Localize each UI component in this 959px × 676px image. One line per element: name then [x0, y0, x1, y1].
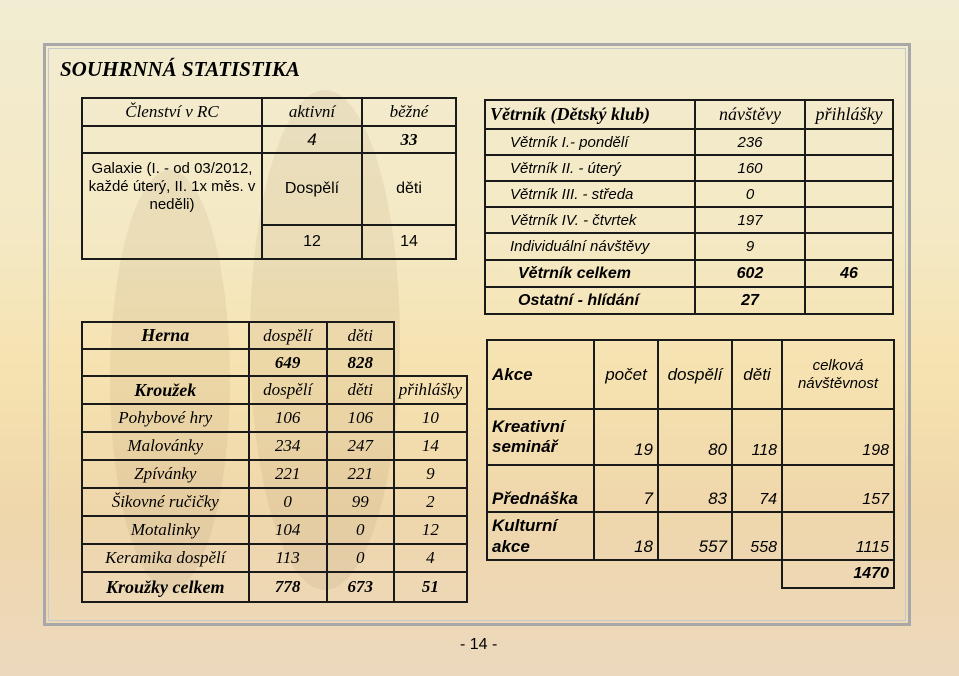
empty-cell	[658, 560, 732, 588]
vetrnik-row-label: Individuální návštěvy	[485, 233, 695, 260]
krouzek-row-registrations: 2	[394, 488, 467, 516]
galaxie-label: Galaxie (I. - od 03/2012, každé úterý, II. 1x měs. v neděli)	[82, 153, 262, 259]
krouzek-row-children: 0	[327, 516, 394, 544]
vetrnik-row-label: Větrník IV. - čtvrtek	[485, 207, 695, 233]
empty-cell	[732, 560, 782, 588]
krouzek-total-label: Kroužky celkem	[82, 572, 249, 602]
akce-row-count: 18	[594, 512, 658, 560]
krouzek-row-label: Keramika dospělí	[82, 544, 249, 572]
empty-cell	[487, 560, 594, 588]
membership-table	[81, 97, 457, 260]
herna-adults-value: 649	[249, 349, 327, 376]
akce-children-header: děti	[732, 340, 782, 409]
krouzek-row-registrations: 9	[394, 460, 467, 488]
krouzek-row-adults: 234	[249, 432, 327, 460]
vetrnik-table	[484, 99, 894, 315]
krouzek-registrations-header: přihlášky	[394, 376, 467, 404]
galaxie-children-header: děti	[362, 153, 456, 225]
herna-adults-header: dospělí	[249, 322, 327, 349]
krouzek-row-label: Šikovné ručičky	[82, 488, 249, 516]
krouzek-row-children: 106	[327, 404, 394, 432]
vetrnik-row-visits: 0	[695, 181, 805, 207]
krouzek-row-children: 221	[327, 460, 394, 488]
vetrnik-row-visits: 236	[695, 129, 805, 155]
krouzek-row-registrations: 14	[394, 432, 467, 460]
membership-active-header: aktivní	[262, 98, 362, 126]
galaxie-adults-header: Dospělí	[262, 153, 362, 225]
vetrnik-row-registrations	[805, 155, 893, 181]
vetrnik-row-label: Větrník II. - úterý	[485, 155, 695, 181]
krouzek-row-registrations: 12	[394, 516, 467, 544]
akce-row-label: Kulturní akce	[487, 512, 594, 560]
akce-header: Akce	[487, 340, 594, 409]
akce-adults-header: dospělí	[658, 340, 732, 409]
krouzek-row-adults: 221	[249, 460, 327, 488]
krouzek-row-label: Malovánky	[82, 432, 249, 460]
akce-row-total: 1115	[782, 512, 894, 560]
vetrnik-visits-header: návštěvy	[695, 100, 805, 129]
empty-cell	[394, 322, 467, 349]
krouzek-header: Kroužek	[82, 376, 249, 404]
krouzek-row-adults: 106	[249, 404, 327, 432]
krouzek-row-label: Motalinky	[82, 516, 249, 544]
akce-row-total: 198	[782, 409, 894, 465]
herna-children-value: 828	[327, 349, 394, 376]
krouzek-total-registrations: 51	[394, 572, 467, 602]
krouzek-children-header: děti	[327, 376, 394, 404]
akce-row-children: 558	[732, 512, 782, 560]
akce-row-adults: 557	[658, 512, 732, 560]
akce-row-label: Přednáška	[487, 465, 594, 512]
akce-grand-total: 1470	[782, 560, 894, 588]
empty-cell	[594, 560, 658, 588]
vetrnik-row-visits: 160	[695, 155, 805, 181]
vetrnik-row-visits: 9	[695, 233, 805, 260]
krouzek-adults-header: dospělí	[249, 376, 327, 404]
herna-krouzek-table	[81, 321, 468, 603]
vetrnik-other-registrations	[805, 287, 893, 314]
membership-label: Členství v RC	[82, 98, 262, 126]
krouzek-row-children: 247	[327, 432, 394, 460]
krouzek-row-label: Pohybové hry	[82, 404, 249, 432]
akce-row-label: Kreativní seminář	[487, 409, 594, 465]
galaxie-adults-value: 12	[262, 225, 362, 259]
herna-children-header: děti	[327, 322, 394, 349]
empty-cell	[82, 349, 249, 376]
vetrnik-registrations-header: přihlášky	[805, 100, 893, 129]
akce-row-total: 157	[782, 465, 894, 512]
akce-row-count: 7	[594, 465, 658, 512]
akce-count-header: počet	[594, 340, 658, 409]
vetrnik-row-registrations	[805, 129, 893, 155]
membership-regular-header: běžné	[362, 98, 456, 126]
krouzek-total-adults: 778	[249, 572, 327, 602]
krouzek-row-adults: 113	[249, 544, 327, 572]
page-title: SOUHRNNÁ STATISTIKA	[60, 57, 300, 81]
akce-row-adults: 80	[658, 409, 732, 465]
vetrnik-row-visits: 197	[695, 207, 805, 233]
empty-cell	[82, 126, 262, 153]
akce-row-children: 74	[732, 465, 782, 512]
krouzek-row-children: 0	[327, 544, 394, 572]
krouzek-total-children: 673	[327, 572, 394, 602]
akce-row-children: 118	[732, 409, 782, 465]
krouzek-row-registrations: 10	[394, 404, 467, 432]
membership-active-value: 4	[262, 126, 362, 153]
akce-total-header: celková návštěvnost	[782, 340, 894, 409]
vetrnik-row-label: Větrník III. - středa	[485, 181, 695, 207]
membership-regular-value: 33	[362, 126, 456, 153]
krouzek-row-adults: 104	[249, 516, 327, 544]
herna-header: Herna	[82, 322, 249, 349]
vetrnik-total-visits: 602	[695, 260, 805, 287]
vetrnik-row-registrations	[805, 207, 893, 233]
vetrnik-other-visits: 27	[695, 287, 805, 314]
krouzek-row-label: Zpívánky	[82, 460, 249, 488]
vetrnik-total-label: Větrník celkem	[485, 260, 695, 287]
krouzek-row-adults: 0	[249, 488, 327, 516]
krouzek-row-registrations: 4	[394, 544, 467, 572]
akce-table	[486, 339, 895, 589]
vetrnik-header-label: Větrník (Dětský klub)	[485, 100, 695, 129]
akce-row-adults: 83	[658, 465, 732, 512]
page-number: - 14 -	[460, 636, 498, 653]
vetrnik-row-registrations	[805, 233, 893, 260]
akce-row-count: 19	[594, 409, 658, 465]
vetrnik-row-label: Větrník I.- pondělí	[485, 129, 695, 155]
galaxie-children-value: 14	[362, 225, 456, 259]
vetrnik-other-label: Ostatní - hlídání	[485, 287, 695, 314]
krouzek-row-children: 99	[327, 488, 394, 516]
empty-cell	[394, 349, 467, 376]
vetrnik-row-registrations	[805, 181, 893, 207]
vetrnik-total-registrations: 46	[805, 260, 893, 287]
